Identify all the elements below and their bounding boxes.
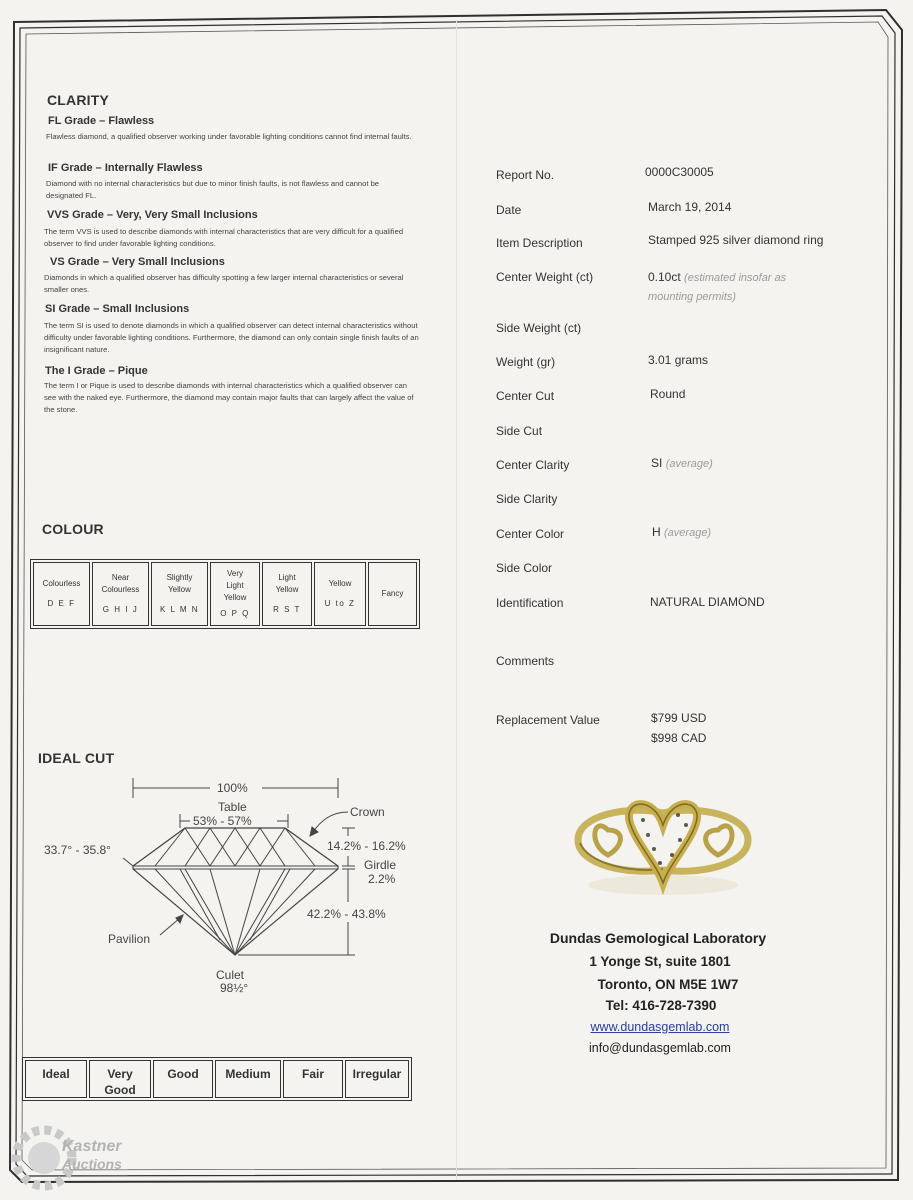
field-side-cut-label: Side Cut [496, 424, 543, 438]
colour-cell-code: U to Z [324, 599, 356, 608]
diagram-table-label: Table [218, 800, 247, 814]
watermark-line2: Auctions [62, 1156, 122, 1172]
field-item-description-label: Item Description [496, 236, 583, 250]
field-replacement-value-cad: $998 CAD [651, 731, 707, 745]
cut-grade-cell: Ideal [25, 1060, 87, 1098]
diamond-cut-diagram [30, 770, 430, 1000]
field-date-label: Date [496, 203, 522, 217]
colour-cell-fancy [368, 562, 417, 626]
colour-cell-label: Fancy [381, 589, 404, 598]
diagram-crown-height: 14.2% - 16.2% [327, 839, 406, 853]
field-replacement-value-label: Replacement Value [496, 713, 600, 727]
lab-email: info@dundasgemlab.com [589, 1041, 731, 1055]
grade-fl-desc: Flawless diamond, a qualified observer working under favorable lighting conditions cannot find internal faults. [46, 132, 412, 141]
field-center-color-label: Center Color [496, 527, 565, 541]
lab-address-line2: Toronto, ON M5E 1W7 [597, 977, 739, 992]
page-fold [456, 20, 457, 1180]
center-clarity-grade: SI [651, 456, 663, 470]
field-weight-gr-label: Weight (gr) [496, 355, 556, 369]
center-color-note: (average) [664, 527, 712, 539]
grade-vs-desc: Diamonds in which a qualified observer has difficulty spotting a few larger internal characteristics or several smaller ones. [44, 273, 404, 294]
colour-cell-code: D E F [47, 599, 76, 608]
field-center-cut-label: Center Cut [496, 389, 555, 403]
cut-grade-cell: Fair [283, 1060, 343, 1098]
grade-vvs-desc: The term VVS is used to describe diamonds with internal characteristics that are very difficult for a qualified observer to find under favorable lighting conditions. [44, 227, 404, 248]
colour-cell-label: Slightly Yellow [166, 573, 193, 594]
colour-cell-label: Yellow [328, 579, 352, 588]
cut-grade-cell: Irregular [345, 1060, 409, 1098]
field-side-weight-label: Side Weight (ct) [496, 321, 582, 335]
center-clarity-note: (average) [665, 458, 713, 470]
cut-grade-cell: Very Good [89, 1060, 151, 1098]
colour-cell-light-yellow [262, 562, 312, 626]
colour-cell-label: Very Light Yellow [223, 569, 247, 602]
field-identification-value: NATURAL DIAMOND [650, 595, 765, 609]
colour-cell-code: K L M N [159, 605, 200, 614]
lab-website-link[interactable]: www.dundasgemlab.com [590, 1020, 730, 1034]
center-color-grade: H [652, 525, 661, 539]
diagram-pavilion-depth: 42.2% - 43.8% [307, 907, 386, 921]
colour-cell-near-colourless [92, 562, 149, 626]
center-weight-amount: 0.10ct [648, 270, 681, 284]
colour-heading: COLOUR [42, 521, 104, 537]
watermark-line1: Kastner [62, 1138, 122, 1155]
ring-photo [568, 785, 758, 905]
field-center-weight-value [648, 268, 828, 306]
colour-cell-very-light-yellow [210, 562, 260, 626]
grade-vvs-title: VVS Grade – Very, Very Small Inclusions [47, 209, 258, 221]
field-side-clarity-label: Side Clarity [496, 492, 558, 506]
field-center-weight-label: Center Weight (ct) [496, 270, 594, 284]
field-center-clarity-value [651, 456, 713, 470]
lab-name: Dundas Gemological Laboratory [549, 930, 767, 946]
colour-scale-table [30, 559, 420, 629]
clarity-heading: CLARITY [47, 92, 110, 108]
cut-grade-cell: Good [153, 1060, 213, 1098]
lab-phone: Tel: 416-728-7390 [605, 998, 717, 1013]
diagram-girdle-label: Girdle [364, 858, 397, 872]
diagram-culet-label: Culet [216, 968, 245, 982]
field-item-description-value: Stamped 925 silver diamond ring [648, 233, 824, 247]
colour-cell-code: R S T [273, 605, 301, 614]
diagram-table-range: 53% - 57% [193, 814, 252, 828]
colour-cell-label: Colourless [42, 579, 81, 588]
colour-cell-label: Near Colourless [101, 573, 140, 594]
field-report-no-value: 0000C30005 [645, 165, 714, 179]
colour-cell-colourless [33, 562, 90, 626]
cut-grade-table [22, 1057, 412, 1101]
colour-cell-label: Light Yellow [275, 573, 299, 594]
field-replacement-value-usd: $799 USD [651, 711, 707, 725]
grade-si-title: SI Grade – Small Inclusions [45, 303, 190, 315]
field-comments-label: Comments [496, 654, 555, 668]
field-report-no-label: Report No. [496, 168, 555, 182]
colour-cell-slightly-yellow [151, 562, 208, 626]
field-side-color-label: Side Color [496, 561, 553, 575]
field-center-clarity-label: Center Clarity [496, 458, 570, 472]
cut-grade-cell: Medium [215, 1060, 281, 1098]
colour-cell-code: G H I J [102, 605, 139, 614]
field-weight-gr-value: 3.01 grams [648, 353, 709, 367]
ideal-cut-heading: IDEAL CUT [38, 750, 115, 766]
grade-vs-title: VS Grade – Very Small Inclusions [50, 256, 225, 268]
diagram-culet-angle: 98½° [220, 981, 249, 995]
lab-address-line1: 1 Yonge St, suite 1801 [589, 954, 731, 969]
center-weight-note: (estimated insofar as mounting permits) [648, 272, 787, 303]
grade-si-desc: The term SI is used to denote diamonds in which a qualified observer can detect internal characteristics without difficulty under favorable lighting conditions. Furthermore, the diamond can only contain single finish faults of an insignificant nature. [44, 321, 419, 354]
grade-if-title: IF Grade – Internally Flawless [48, 162, 203, 174]
auction-watermark-logo [10, 1118, 135, 1194]
grade-i-desc: The term I or Pique is used to describe diamonds with internal characteristics which a qualified observer can see with the naked eye. Furthermore, the diamond may contain major faults that can largely affect the value of the stone. [44, 381, 414, 414]
field-center-cut-value: Round [650, 387, 686, 401]
grade-fl-title: FL Grade – Flawless [48, 115, 155, 127]
grade-if-desc: Diamond with no internal characteristics but due to minor finish faults, is not flawless and cannot be designated FL. [46, 179, 380, 200]
field-identification-label: Identification [496, 596, 564, 610]
diagram-girdle-value: 2.2% [368, 872, 396, 886]
colour-cell-code: O P Q [220, 609, 250, 618]
field-date-value: March 19, 2014 [648, 200, 732, 214]
field-center-color-value [652, 525, 711, 539]
grade-i-title: The I Grade – Pique [45, 365, 148, 377]
diagram-crown-angle: 33.7° - 35.8° [44, 843, 111, 857]
diagram-width-label: 100% [217, 781, 248, 795]
diagram-pavilion-label: Pavilion [108, 932, 151, 946]
diagram-crown-label: Crown [350, 805, 385, 819]
colour-cell-yellow [314, 562, 366, 626]
